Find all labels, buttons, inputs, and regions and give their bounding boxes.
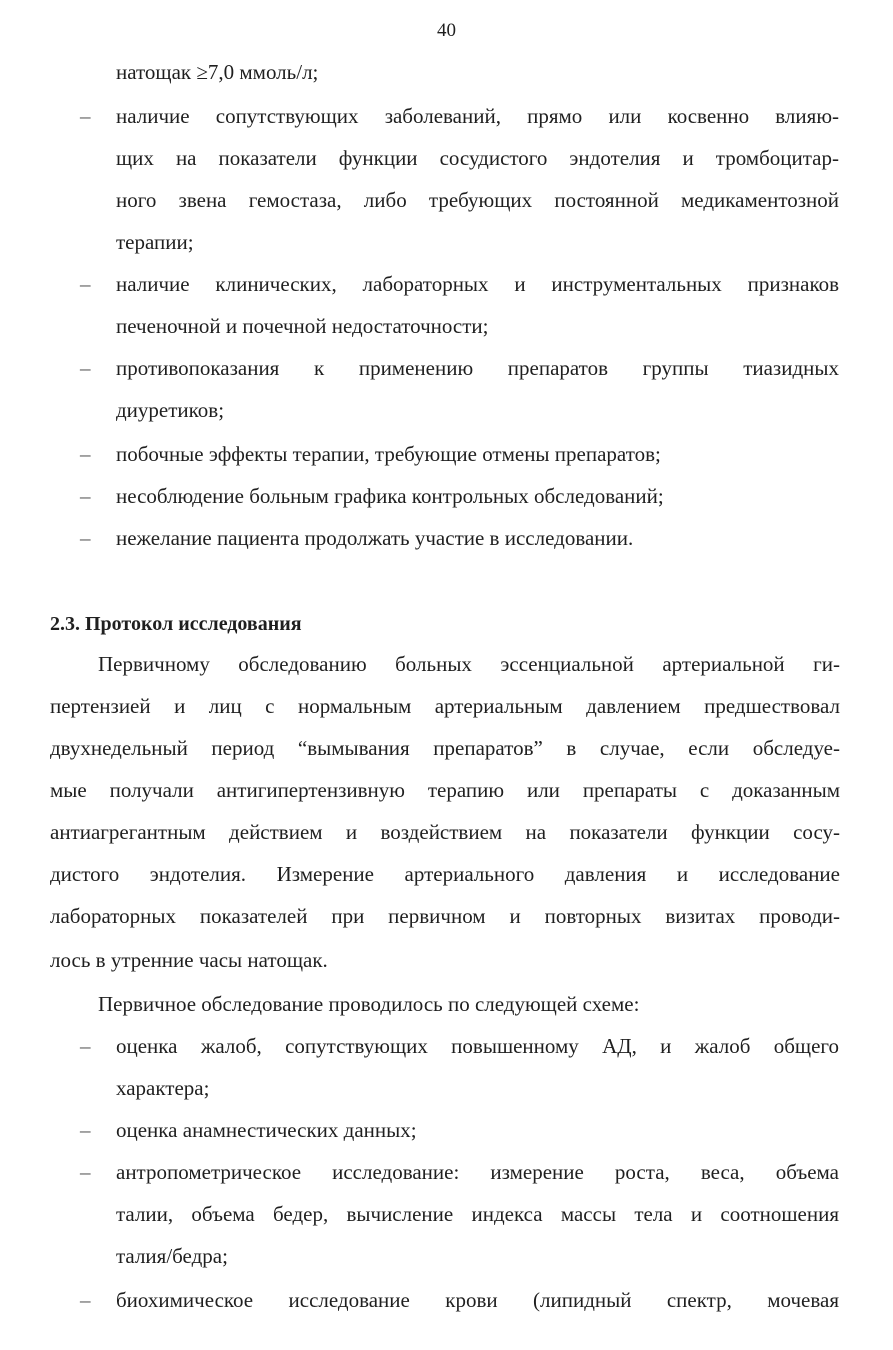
paragraph-line: лось в утренние часы натощак.: [50, 948, 328, 972]
dash-bullet: –: [80, 442, 91, 466]
scheme-intro: Первичное обследование проводилось по следующей схеме:: [98, 992, 640, 1016]
page-number: 40: [437, 20, 456, 41]
dash-bullet: –: [80, 1288, 91, 1312]
list-item-line: терапии;: [116, 230, 194, 254]
list-item-line: талии, объема бедер, вычисление индекса массы тела и соотношения: [116, 1202, 839, 1226]
list-item-line: талия/бедра;: [116, 1244, 228, 1268]
dash-bullet: –: [80, 1034, 91, 1058]
list-item-line: побочные эффекты терапии, требующие отмены препаратов;: [116, 442, 661, 466]
list-item-line: щих на показатели функции сосудистого эндотелия и тромбоцитар-: [116, 146, 839, 170]
paragraph-line: мые получали антигипертензивную терапию или препараты с доказанным: [50, 778, 840, 802]
list-item-line: оценка анамнестических данных;: [116, 1118, 417, 1142]
list-item-line: печеночной и почечной недостаточности;: [116, 314, 489, 338]
dash-bullet: –: [80, 104, 91, 128]
paragraph-line: антиагрегантным действием и воздействием на показатели функции сосу-: [50, 820, 840, 844]
list-item-line: ного звена гемостаза, либо требующих постоянной медикаментозной: [116, 188, 839, 212]
dash-bullet: –: [80, 1160, 91, 1184]
list-item-line: характера;: [116, 1076, 210, 1100]
paragraph-line: пертензией и лиц с нормальным артериальным давлением предшествовал: [50, 694, 840, 718]
list-item-line: несоблюдение больным графика контрольных обследований;: [116, 484, 664, 508]
dash-bullet: –: [80, 356, 91, 380]
list-item-line: противопоказания к применению препаратов группы тиазидных: [116, 356, 839, 380]
list-item-line: наличие сопутствующих заболеваний, прямо или косвенно влияю-: [116, 104, 839, 128]
paragraph-line: Первичному обследованию больных эссенциальной артериальной ги-: [98, 652, 840, 676]
paragraph-line: лабораторных показателей при первичном и повторных визитах проводи-: [50, 904, 840, 928]
list-item-line: наличие клинических, лабораторных и инструментальных признаков: [116, 272, 839, 296]
list-continuation: натощак ≥7,0 ммоль/л;: [116, 60, 319, 84]
list-item-line: диуретиков;: [116, 398, 225, 422]
paragraph-line: двухнедельный период “вымывания препаратов” в случае, если обследуе-: [50, 736, 840, 760]
dash-bullet: –: [80, 484, 91, 508]
list-item-line: оценка жалоб, сопутствующих повышенному АД, и жалоб общего: [116, 1034, 839, 1058]
paragraph-line: дистого эндотелия. Измерение артериального давления и исследование: [50, 862, 840, 886]
list-item-line: биохимическое исследование крови (липидный спектр, мочевая: [116, 1288, 839, 1312]
list-item-line: антропометрическое исследование: измерение роста, веса, объема: [116, 1160, 839, 1184]
dash-bullet: –: [80, 272, 91, 296]
section-heading: 2.3. Протокол исследования: [50, 613, 302, 635]
list-item-line: нежелание пациента продолжать участие в исследовании.: [116, 526, 634, 550]
dash-bullet: –: [80, 526, 91, 550]
dash-bullet: –: [80, 1118, 91, 1142]
